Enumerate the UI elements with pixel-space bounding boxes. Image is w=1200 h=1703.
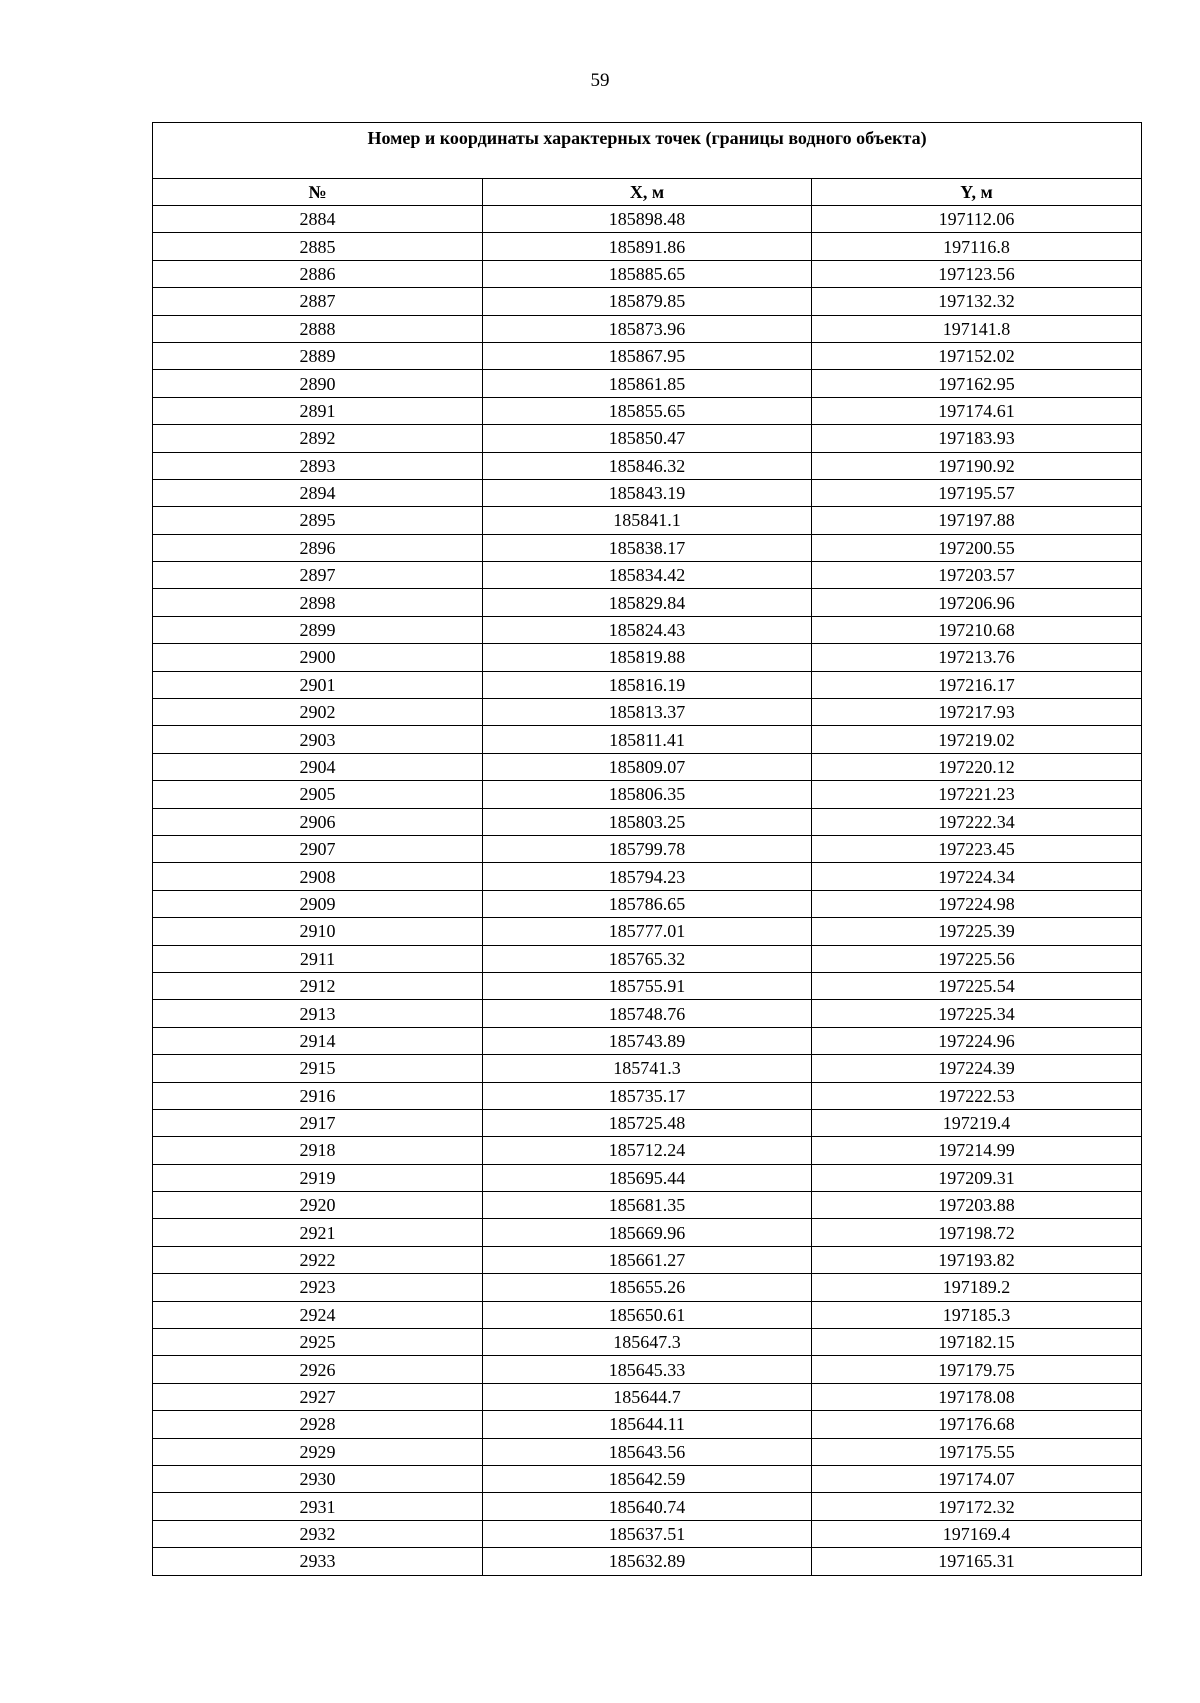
table-row — [153, 233, 1142, 260]
table-row — [153, 781, 1142, 808]
y-coordinate-cell: 197123.56 — [812, 260, 1142, 287]
y-coordinate-cell: 197198.72 — [812, 1219, 1142, 1246]
table-row — [153, 1137, 1142, 1164]
table-row — [153, 1383, 1142, 1410]
y-coordinate-cell: 197203.57 — [812, 562, 1142, 589]
point-number-cell: 2922 — [153, 1246, 483, 1273]
point-number-cell: 2928 — [153, 1411, 483, 1438]
table-row — [153, 726, 1142, 753]
x-coordinate-cell: 185642.59 — [483, 1465, 812, 1492]
x-coordinate-cell: 185644.11 — [483, 1411, 812, 1438]
point-number-cell: 2910 — [153, 918, 483, 945]
table-row — [153, 1438, 1142, 1465]
x-coordinate-cell: 185809.07 — [483, 753, 812, 780]
x-coordinate-cell: 185867.95 — [483, 342, 812, 369]
point-number-cell: 2905 — [153, 781, 483, 808]
y-coordinate-cell: 197193.82 — [812, 1246, 1142, 1273]
table-row — [153, 890, 1142, 917]
table-row — [153, 507, 1142, 534]
point-number-cell: 2914 — [153, 1027, 483, 1054]
table-row — [153, 479, 1142, 506]
x-coordinate-cell: 185816.19 — [483, 671, 812, 698]
y-coordinate-cell: 197116.8 — [812, 233, 1142, 260]
table-row — [153, 1465, 1142, 1492]
x-coordinate-cell: 185637.51 — [483, 1520, 812, 1547]
table-row — [153, 1082, 1142, 1109]
point-number-cell: 2900 — [153, 644, 483, 671]
x-coordinate-cell: 185655.26 — [483, 1274, 812, 1301]
coordinates-table — [152, 122, 1142, 1576]
point-number-cell: 2929 — [153, 1438, 483, 1465]
x-coordinate-cell: 185748.76 — [483, 1000, 812, 1027]
y-coordinate-cell: 197224.96 — [812, 1027, 1142, 1054]
x-coordinate-cell: 185829.84 — [483, 589, 812, 616]
point-number-cell: 2897 — [153, 562, 483, 589]
point-number-cell: 2923 — [153, 1274, 483, 1301]
x-coordinate-cell: 185811.41 — [483, 726, 812, 753]
y-coordinate-cell: 197224.98 — [812, 890, 1142, 917]
point-number-cell: 2888 — [153, 315, 483, 342]
point-number-cell: 2907 — [153, 835, 483, 862]
x-coordinate-cell: 185846.32 — [483, 452, 812, 479]
y-coordinate-cell: 197169.4 — [812, 1520, 1142, 1547]
y-coordinate-cell: 197217.93 — [812, 699, 1142, 726]
point-number-cell: 2886 — [153, 260, 483, 287]
point-number-cell: 2918 — [153, 1137, 483, 1164]
point-number-cell: 2915 — [153, 1055, 483, 1082]
column-header-y: Y, м — [812, 179, 1142, 206]
y-coordinate-cell: 197225.39 — [812, 918, 1142, 945]
point-number-cell: 2913 — [153, 1000, 483, 1027]
y-coordinate-cell: 197210.68 — [812, 616, 1142, 643]
x-coordinate-cell: 185843.19 — [483, 479, 812, 506]
point-number-cell: 2893 — [153, 452, 483, 479]
x-coordinate-cell: 185669.96 — [483, 1219, 812, 1246]
x-coordinate-cell: 185885.65 — [483, 260, 812, 287]
x-coordinate-cell: 185898.48 — [483, 206, 812, 233]
x-coordinate-cell: 185765.32 — [483, 945, 812, 972]
table-row — [153, 1329, 1142, 1356]
y-coordinate-cell: 197197.88 — [812, 507, 1142, 534]
x-coordinate-cell: 185650.61 — [483, 1301, 812, 1328]
x-coordinate-cell: 185661.27 — [483, 1246, 812, 1273]
table-title-row — [153, 123, 1142, 179]
y-coordinate-cell: 197213.76 — [812, 644, 1142, 671]
x-coordinate-cell: 185643.56 — [483, 1438, 812, 1465]
y-coordinate-cell: 197224.39 — [812, 1055, 1142, 1082]
point-number-cell: 2891 — [153, 397, 483, 424]
y-coordinate-cell: 197216.17 — [812, 671, 1142, 698]
table-row — [153, 1274, 1142, 1301]
point-number-cell: 2921 — [153, 1219, 483, 1246]
table-row — [153, 671, 1142, 698]
table-row — [153, 1493, 1142, 1520]
table-row — [153, 397, 1142, 424]
y-coordinate-cell: 197176.68 — [812, 1411, 1142, 1438]
point-number-cell: 2924 — [153, 1301, 483, 1328]
table-row — [153, 1356, 1142, 1383]
y-coordinate-cell: 197225.34 — [812, 1000, 1142, 1027]
x-coordinate-cell: 185841.1 — [483, 507, 812, 534]
point-number-cell: 2916 — [153, 1082, 483, 1109]
y-coordinate-cell: 197172.32 — [812, 1493, 1142, 1520]
table-row — [153, 315, 1142, 342]
point-number-cell: 2898 — [153, 589, 483, 616]
x-coordinate-cell: 185725.48 — [483, 1109, 812, 1136]
y-coordinate-cell: 197182.15 — [812, 1329, 1142, 1356]
point-number-cell: 2920 — [153, 1192, 483, 1219]
y-coordinate-cell: 197221.23 — [812, 781, 1142, 808]
table-row — [153, 1027, 1142, 1054]
point-number-cell: 2894 — [153, 479, 483, 506]
point-number-cell: 2892 — [153, 425, 483, 452]
point-number-cell: 2911 — [153, 945, 483, 972]
y-coordinate-cell: 197222.53 — [812, 1082, 1142, 1109]
y-coordinate-cell: 197183.93 — [812, 425, 1142, 452]
x-coordinate-cell: 185850.47 — [483, 425, 812, 452]
table-row — [153, 452, 1142, 479]
y-coordinate-cell: 197141.8 — [812, 315, 1142, 342]
y-coordinate-cell: 197178.08 — [812, 1383, 1142, 1410]
table-row — [153, 808, 1142, 835]
y-coordinate-cell: 197132.32 — [812, 288, 1142, 315]
x-coordinate-cell: 185855.65 — [483, 397, 812, 424]
point-number-cell: 2931 — [153, 1493, 483, 1520]
x-coordinate-cell: 185819.88 — [483, 644, 812, 671]
x-coordinate-cell: 185640.74 — [483, 1493, 812, 1520]
table-row — [153, 425, 1142, 452]
point-number-cell: 2895 — [153, 507, 483, 534]
x-coordinate-cell: 185838.17 — [483, 534, 812, 561]
y-coordinate-cell: 197219.02 — [812, 726, 1142, 753]
table-row — [153, 260, 1142, 287]
table-row — [153, 1164, 1142, 1191]
y-coordinate-cell: 197224.34 — [812, 863, 1142, 890]
table-row — [153, 589, 1142, 616]
table-row — [153, 562, 1142, 589]
column-header-x: X, м — [483, 179, 812, 206]
point-number-cell: 2885 — [153, 233, 483, 260]
y-coordinate-cell: 197219.4 — [812, 1109, 1142, 1136]
table-row — [153, 1520, 1142, 1547]
x-coordinate-cell: 185879.85 — [483, 288, 812, 315]
x-coordinate-cell: 185824.43 — [483, 616, 812, 643]
table-row — [153, 370, 1142, 397]
x-coordinate-cell: 185644.7 — [483, 1383, 812, 1410]
x-coordinate-cell: 185735.17 — [483, 1082, 812, 1109]
point-number-cell: 2903 — [153, 726, 483, 753]
table-row — [153, 206, 1142, 233]
x-coordinate-cell: 185681.35 — [483, 1192, 812, 1219]
x-coordinate-cell: 185794.23 — [483, 863, 812, 890]
table-row — [153, 753, 1142, 780]
table-row — [153, 644, 1142, 671]
y-coordinate-cell: 197225.56 — [812, 945, 1142, 972]
x-coordinate-cell: 185741.3 — [483, 1055, 812, 1082]
table-row — [153, 616, 1142, 643]
y-coordinate-cell: 197185.3 — [812, 1301, 1142, 1328]
table-row — [153, 1055, 1142, 1082]
y-coordinate-cell: 197223.45 — [812, 835, 1142, 862]
point-number-cell: 2917 — [153, 1109, 483, 1136]
y-coordinate-cell: 197222.34 — [812, 808, 1142, 835]
point-number-cell: 2930 — [153, 1465, 483, 1492]
y-coordinate-cell: 197225.54 — [812, 972, 1142, 999]
x-coordinate-cell: 185786.65 — [483, 890, 812, 917]
table-row — [153, 1000, 1142, 1027]
x-coordinate-cell: 185834.42 — [483, 562, 812, 589]
y-coordinate-cell: 197189.2 — [812, 1274, 1142, 1301]
point-number-cell: 2901 — [153, 671, 483, 698]
table-row — [153, 918, 1142, 945]
x-coordinate-cell: 185803.25 — [483, 808, 812, 835]
point-number-cell: 2933 — [153, 1548, 483, 1575]
table-row — [153, 288, 1142, 315]
point-number-cell: 2908 — [153, 863, 483, 890]
x-coordinate-cell: 185873.96 — [483, 315, 812, 342]
x-coordinate-cell: 185645.33 — [483, 1356, 812, 1383]
x-coordinate-cell: 185743.89 — [483, 1027, 812, 1054]
table-row — [153, 863, 1142, 890]
y-coordinate-cell: 197179.75 — [812, 1356, 1142, 1383]
point-number-cell: 2904 — [153, 753, 483, 780]
x-coordinate-cell: 185861.85 — [483, 370, 812, 397]
y-coordinate-cell: 197152.02 — [812, 342, 1142, 369]
y-coordinate-cell: 197112.06 — [812, 206, 1142, 233]
point-number-cell: 2896 — [153, 534, 483, 561]
x-coordinate-cell: 185695.44 — [483, 1164, 812, 1191]
x-coordinate-cell: 185891.86 — [483, 233, 812, 260]
point-number-cell: 2926 — [153, 1356, 483, 1383]
table-row — [153, 1301, 1142, 1328]
y-coordinate-cell: 197200.55 — [812, 534, 1142, 561]
y-coordinate-cell: 197190.92 — [812, 452, 1142, 479]
x-coordinate-cell: 185712.24 — [483, 1137, 812, 1164]
table-row — [153, 534, 1142, 561]
table-row — [153, 1411, 1142, 1438]
table-row — [153, 1219, 1142, 1246]
table-body — [153, 206, 1142, 1576]
point-number-cell: 2932 — [153, 1520, 483, 1547]
y-coordinate-cell: 197203.88 — [812, 1192, 1142, 1219]
table-row — [153, 1192, 1142, 1219]
x-coordinate-cell: 185799.78 — [483, 835, 812, 862]
point-number-cell: 2887 — [153, 288, 483, 315]
y-coordinate-cell: 197162.95 — [812, 370, 1142, 397]
y-coordinate-cell: 197195.57 — [812, 479, 1142, 506]
table-row — [153, 972, 1142, 999]
x-coordinate-cell: 185777.01 — [483, 918, 812, 945]
point-number-cell: 2906 — [153, 808, 483, 835]
point-number-cell: 2889 — [153, 342, 483, 369]
x-coordinate-cell: 185632.89 — [483, 1548, 812, 1575]
y-coordinate-cell: 197209.31 — [812, 1164, 1142, 1191]
y-coordinate-cell: 197214.99 — [812, 1137, 1142, 1164]
point-number-cell: 2927 — [153, 1383, 483, 1410]
point-number-cell: 2925 — [153, 1329, 483, 1356]
x-coordinate-cell: 185755.91 — [483, 972, 812, 999]
table-row — [153, 1246, 1142, 1273]
x-coordinate-cell: 185647.3 — [483, 1329, 812, 1356]
column-header-number: № — [153, 179, 483, 206]
y-coordinate-cell: 197174.61 — [812, 397, 1142, 424]
table-row — [153, 835, 1142, 862]
table-row — [153, 699, 1142, 726]
point-number-cell: 2890 — [153, 370, 483, 397]
x-coordinate-cell: 185806.35 — [483, 781, 812, 808]
y-coordinate-cell: 197220.12 — [812, 753, 1142, 780]
x-coordinate-cell: 185813.37 — [483, 699, 812, 726]
table-row — [153, 1109, 1142, 1136]
point-number-cell: 2909 — [153, 890, 483, 917]
table-row — [153, 1548, 1142, 1575]
point-number-cell: 2899 — [153, 616, 483, 643]
y-coordinate-cell: 197175.55 — [812, 1438, 1142, 1465]
table-row — [153, 945, 1142, 972]
point-number-cell: 2912 — [153, 972, 483, 999]
y-coordinate-cell: 197174.07 — [812, 1465, 1142, 1492]
point-number-cell: 2884 — [153, 206, 483, 233]
y-coordinate-cell: 197206.96 — [812, 589, 1142, 616]
table-row — [153, 342, 1142, 369]
y-coordinate-cell: 197165.31 — [812, 1548, 1142, 1575]
point-number-cell: 2902 — [153, 699, 483, 726]
table-header-row — [153, 179, 1142, 206]
table-title: Номер и координаты характерных точек (границы водного объекта) — [153, 123, 1142, 179]
point-number-cell: 2919 — [153, 1164, 483, 1191]
page-number: 59 — [590, 70, 610, 91]
